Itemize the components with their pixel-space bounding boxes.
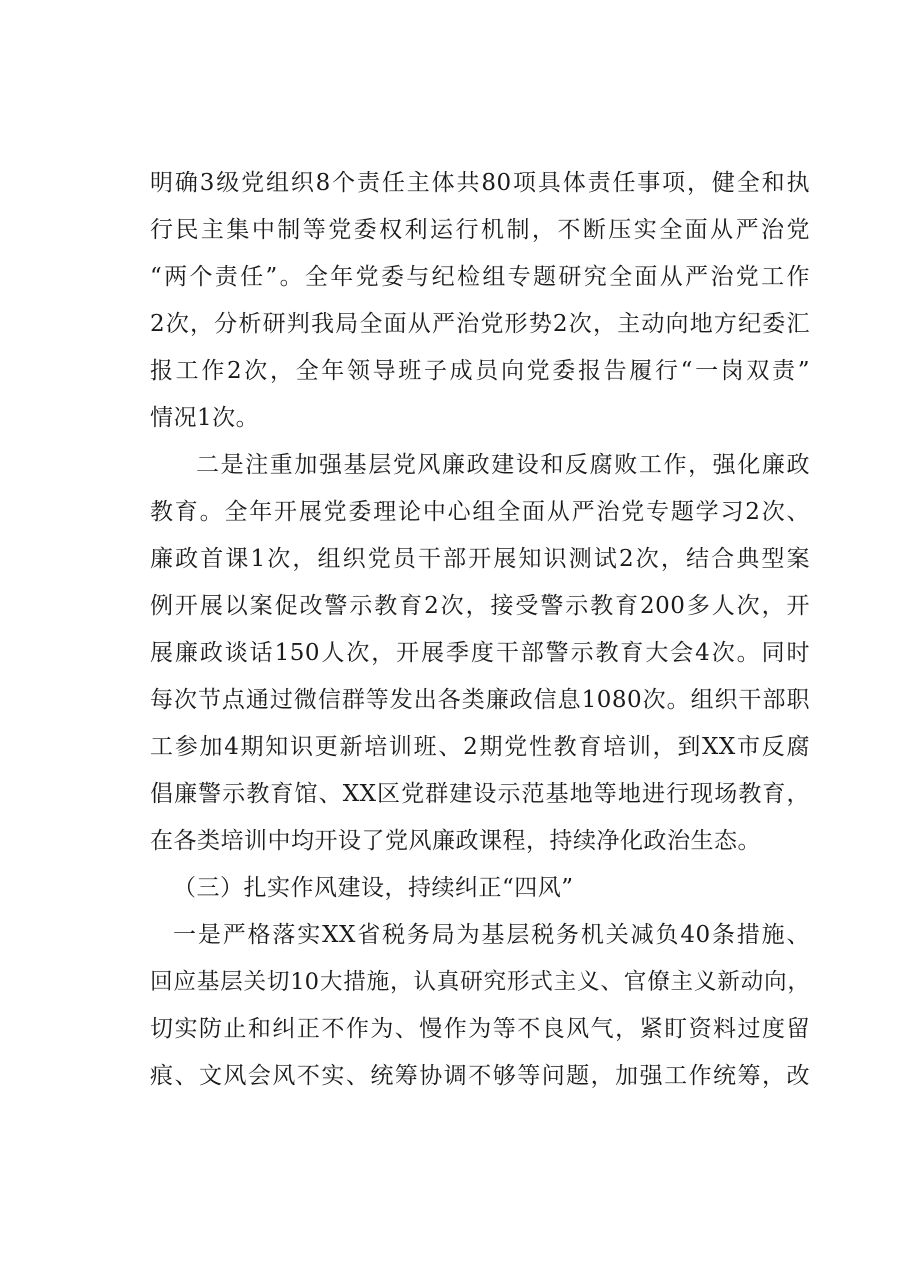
text-line: 报工作2次，全年领导班子成员向党委报告履行“一岗双责”	[150, 358, 810, 384]
text-line: 在各类培训中均开设了党风廉政课程，持续净化政治生态。	[150, 828, 761, 854]
text-line: 工参加4期知识更新培训班、2期党性教育培训，到XX市反腐	[150, 734, 810, 760]
text-line: 一是严格落实XX省税务局为基层税务机关减负40条措施、	[173, 922, 810, 948]
text-line: 明确3级党组织8个责任主体共80项具体责任事项，健全和执	[150, 170, 810, 196]
text-line: 2次，分析研判我局全面从严治党形势2次，主动向地方纪委汇	[150, 311, 810, 337]
section-heading: （三）扎实作风建设，持续纠正“四风”	[173, 875, 574, 901]
text-line: 情况1次。	[150, 405, 260, 431]
text-line: 廉政首课1次，组织党员干部开展知识测试2次，结合典型案	[150, 546, 810, 572]
text-line: 倡廉警示教育馆、XX区党群建设示范基地等地进行现场教育，	[150, 781, 810, 807]
text-line: 回应基层关切10大措施，认真研究形式主义、官僚主义新动向，	[150, 969, 810, 995]
text-line: 教育。全年开展党委理论中心组全面从严治党专题学习2次、	[150, 499, 810, 525]
text-line: 展廉政谈话150人次，开展季度干部警示教育大会4次。同时	[150, 640, 810, 666]
text-line: 二是注重加强基层党风廉政建设和反腐败工作，强化廉政	[196, 452, 810, 478]
text-line: 每次节点通过微信群等发出各类廉政信息1080次。组织干部职	[150, 687, 810, 713]
text-line: 例开展以案促改警示教育2次，接受警示教育200多人次，开	[150, 593, 810, 619]
text-line: 痕、文风会风不实、统筹协调不够等问题，加强工作统筹，改	[150, 1063, 810, 1089]
text-line: “两个责任”。全年党委与纪检组专题研究全面从严治党工作	[150, 264, 810, 290]
document-body	[150, 160, 810, 1100]
text-line: 行民主集中制等党委权利运行机制，不断压实全面从严治党	[150, 217, 810, 243]
text-line: 切实防止和纠正不作为、慢作为等不良风气，紧盯资料过度留	[150, 1016, 810, 1042]
